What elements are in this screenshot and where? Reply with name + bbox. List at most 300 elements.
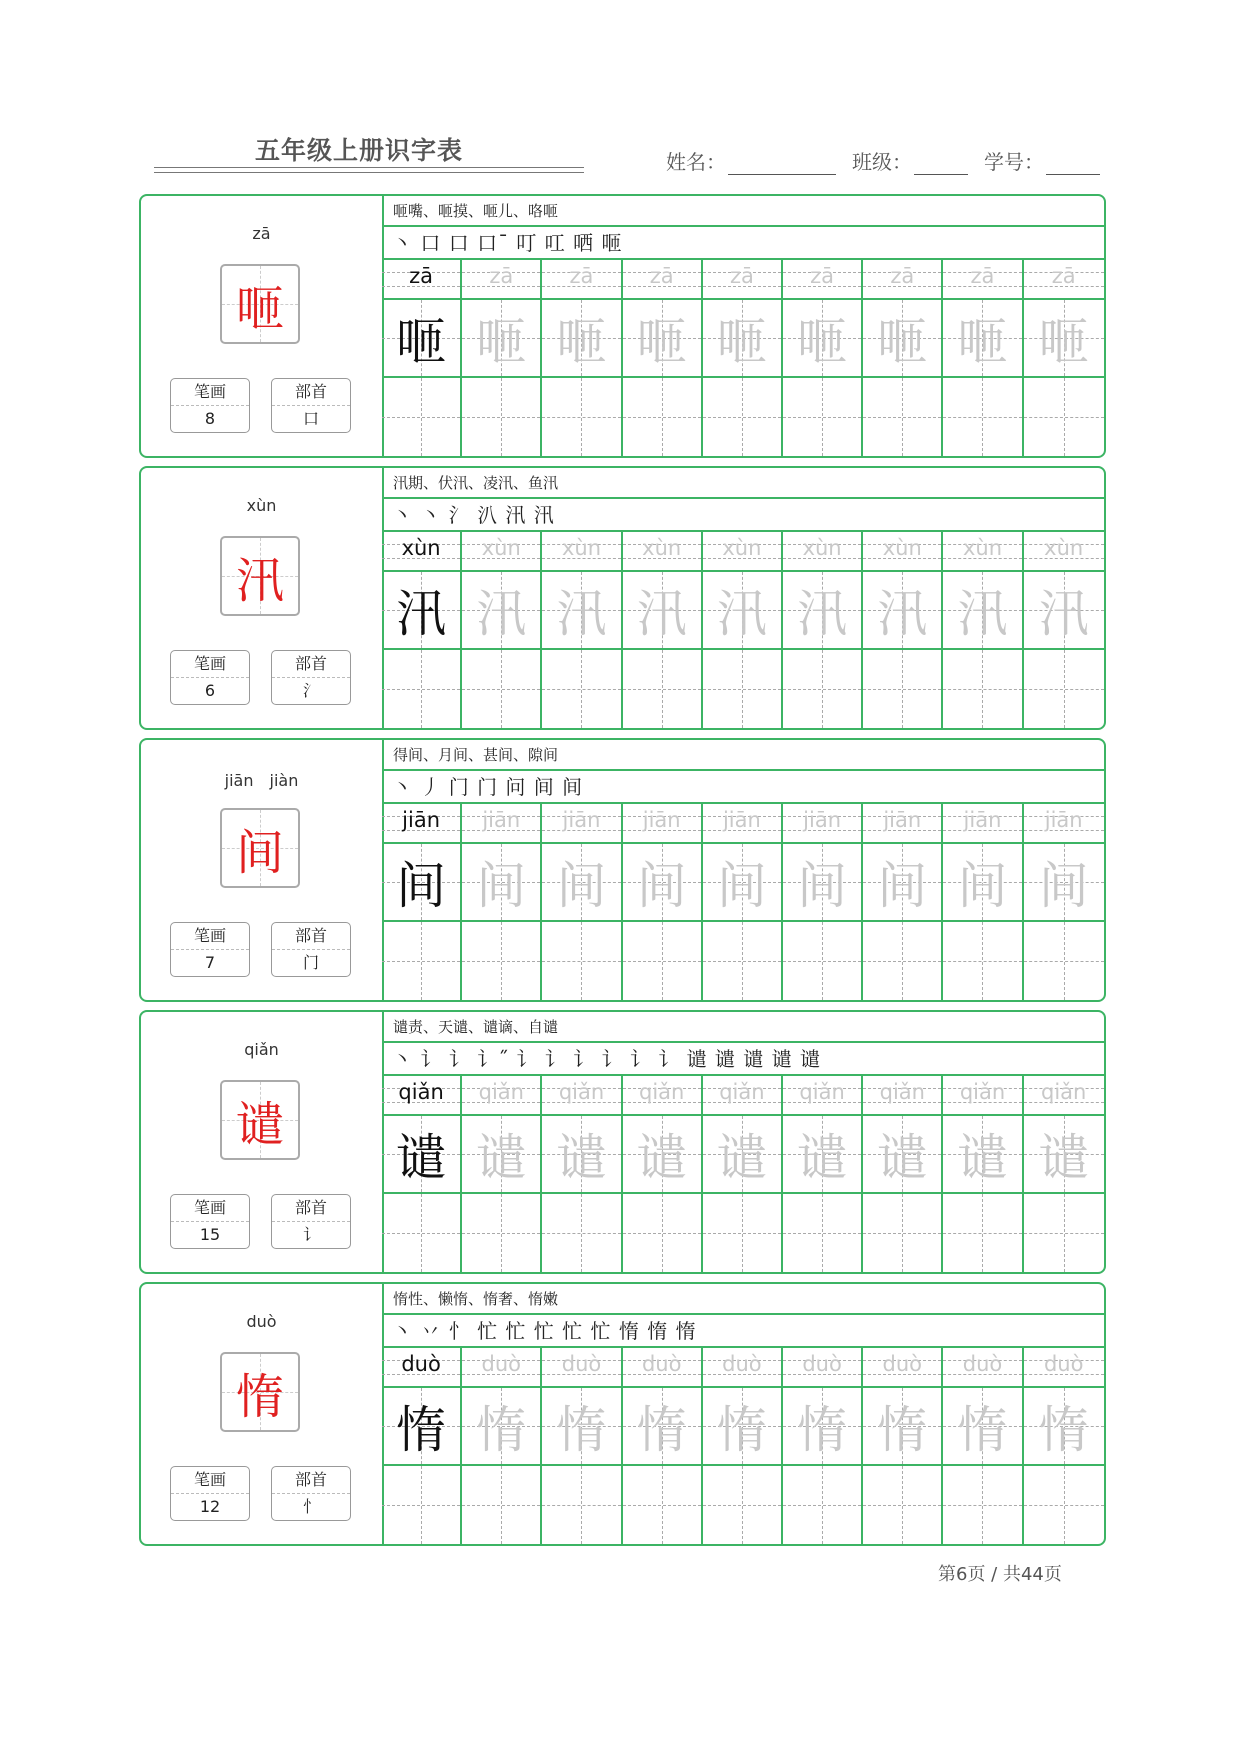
character-box — [220, 536, 300, 616]
pinyin-cell[interactable] — [1024, 1348, 1104, 1388]
stroke-count-label: 笔画 — [171, 379, 249, 406]
page-number: 第6页 / 共44页 — [938, 1564, 1062, 1585]
blank-writing-cell[interactable] — [863, 1466, 943, 1544]
stroke-count-label: 笔画 — [171, 1467, 249, 1494]
blank-writing-cell[interactable] — [703, 1194, 783, 1272]
stroke-order: 丶 讠 讠 讠˝ 讠 讠 讠 讠 讠 讠 谴 谴 谴 谴 谴 — [382, 1043, 1104, 1076]
pinyin-cell[interactable] — [703, 1076, 783, 1116]
radical-value: 氵 — [302, 681, 319, 700]
blank-writing-cell[interactable] — [943, 650, 1023, 728]
pinyin-text: qiǎn — [799, 1080, 845, 1104]
pinyin-cell[interactable] — [703, 1348, 783, 1388]
blank-writing-cell[interactable] — [863, 378, 943, 456]
tracing-cell[interactable] — [703, 844, 783, 922]
stroke-count-value: 15 — [199, 1225, 221, 1244]
tracing-character: 谴 — [797, 1129, 848, 1187]
pinyin-label: zā — [252, 224, 271, 243]
tracing-character: 谴 — [636, 1129, 687, 1187]
pinyin-text: jiān — [402, 808, 441, 832]
tracing-cell[interactable] — [382, 1388, 462, 1466]
pinyin-text: xùn — [642, 536, 682, 560]
pinyin-text: zā — [649, 264, 674, 288]
radical-value: 口 — [302, 409, 319, 428]
stroke-order: 丶 丶 氵 汃 汛 汛 — [382, 499, 1104, 532]
tracing-cell[interactable] — [703, 1388, 783, 1466]
pinyin-cell[interactable] — [863, 804, 943, 844]
pinyin-text: zā — [569, 264, 594, 288]
practice-panel — [382, 740, 1104, 1000]
pinyin-cell[interactable] — [943, 804, 1023, 844]
tracing-cell[interactable] — [783, 572, 863, 650]
character-box — [220, 264, 300, 344]
character-glyph: 间 — [235, 824, 284, 881]
radical-box — [271, 378, 351, 433]
practice-grid — [382, 804, 1104, 1000]
tracing-cell[interactable] — [382, 300, 462, 378]
blank-writing-cell[interactable] — [542, 378, 622, 456]
pinyin-label: duò — [246, 1312, 277, 1331]
tracing-character: 惰 — [636, 1401, 687, 1459]
radical-value: 忄 — [302, 1497, 319, 1516]
pinyin-text: xùn — [561, 536, 601, 560]
radical-label: 部首 — [272, 1467, 350, 1494]
blank-writing-cell[interactable] — [1024, 1466, 1104, 1544]
tracing-cell[interactable] — [542, 300, 622, 378]
pinyin-cell[interactable] — [703, 532, 783, 572]
blank-writing-cell[interactable] — [462, 1466, 542, 1544]
pinyin-text: xùn — [882, 536, 922, 560]
pinyin-text: qiǎn — [959, 1080, 1006, 1104]
tracing-character: 惰 — [476, 1401, 527, 1459]
tracing-character: 汛 — [476, 585, 527, 643]
pinyin-text: zā — [810, 264, 835, 288]
blank-writing-cell[interactable] — [863, 1194, 943, 1272]
stroke-count-box — [170, 378, 250, 433]
tracing-character: 谴 — [476, 1129, 527, 1187]
tracing-character: 间 — [877, 857, 928, 915]
pinyin-text: jiān — [1044, 808, 1083, 832]
pinyin-text: qiǎn — [639, 1080, 685, 1104]
title-underline-2 — [154, 172, 584, 173]
example-words: 谴责、天谴、谴谪、自谴 — [382, 1012, 1104, 1043]
pinyin-cell[interactable] — [1024, 260, 1104, 300]
pinyin-text: duò — [1043, 1352, 1084, 1376]
radical-label: 部首 — [272, 1195, 350, 1222]
pinyin-cell[interactable] — [1024, 1076, 1104, 1116]
pinyin-text: jiān — [803, 808, 842, 832]
blank-writing-cell[interactable] — [382, 650, 462, 728]
pinyin-text: duò — [802, 1352, 842, 1376]
tracing-cell[interactable] — [462, 300, 542, 378]
blank-writing-cell[interactable] — [623, 650, 703, 728]
blank-writing-cell[interactable] — [863, 650, 943, 728]
pinyin-cell[interactable] — [1024, 532, 1104, 572]
tracing-cell[interactable] — [863, 300, 943, 378]
blank-writing-cell[interactable] — [623, 378, 703, 456]
example-words: 得间、月间、甚间、隙间 — [382, 740, 1104, 771]
stroke-count-box — [170, 650, 250, 705]
pinyin-cell[interactable] — [462, 804, 542, 844]
pinyin-cell[interactable] — [462, 260, 542, 300]
pinyin-text: jiān — [642, 808, 681, 832]
example-words: 惰性、懒惰、惰奢、惰嫩 — [382, 1284, 1104, 1315]
tracing-character: 汛 — [716, 585, 767, 643]
blank-writing-cell[interactable] — [703, 1466, 783, 1544]
tracing-cell[interactable] — [943, 1388, 1023, 1466]
tracing-cell[interactable] — [783, 1116, 863, 1194]
tracing-cell[interactable] — [1024, 1388, 1104, 1466]
pinyin-cell[interactable] — [542, 1348, 622, 1388]
tracing-cell[interactable] — [462, 572, 542, 650]
radical-value: 门 — [302, 953, 319, 972]
stroke-count-value: 7 — [204, 953, 216, 972]
character-box — [220, 808, 300, 888]
tracing-character: 谴 — [556, 1129, 607, 1187]
pinyin-cell[interactable] — [703, 804, 783, 844]
character-glyph: 咂 — [235, 280, 284, 337]
pinyin-cell[interactable] — [703, 260, 783, 300]
pinyin-text: jiān — [883, 808, 922, 832]
pinyin-text: jiān — [482, 808, 521, 832]
pinyin-cell[interactable] — [382, 804, 462, 844]
blank-writing-cell[interactable] — [542, 650, 622, 728]
tracing-cell[interactable] — [462, 844, 542, 922]
tracing-cell[interactable] — [863, 1388, 943, 1466]
radical-value: 讠 — [302, 1225, 319, 1244]
class-field[interactable] — [852, 146, 968, 175]
character-box — [220, 1080, 300, 1160]
pinyin-cell[interactable] — [943, 1076, 1023, 1116]
stroke-order: 丶 口 口 口ˉ 叮 叿 哂 咂 — [382, 227, 1104, 260]
tracing-character: 咂 — [957, 313, 1008, 371]
character-card — [139, 1282, 1106, 1546]
character-info-panel — [141, 468, 384, 728]
tracing-character: 谴 — [957, 1129, 1008, 1187]
character-info-panel — [141, 1012, 384, 1272]
id-blank[interactable] — [1046, 154, 1100, 175]
tracing-cell[interactable] — [863, 1116, 943, 1194]
tracing-character: 间 — [957, 857, 1008, 915]
tracing-cell[interactable] — [943, 1116, 1023, 1194]
tracing-cell[interactable] — [623, 1388, 703, 1466]
blank-writing-cell[interactable] — [703, 650, 783, 728]
pinyin-cell[interactable] — [542, 804, 622, 844]
pinyin-cell[interactable] — [382, 1348, 462, 1388]
tracing-cell[interactable] — [703, 572, 783, 650]
tracing-cell[interactable] — [542, 572, 622, 650]
class-label: 班级： — [852, 150, 912, 174]
tracing-character: 间 — [476, 857, 527, 915]
blank-writing-cell[interactable] — [703, 378, 783, 456]
pinyin-cell[interactable] — [542, 1076, 622, 1116]
radical-label: 部首 — [272, 651, 350, 678]
blank-writing-cell[interactable] — [623, 922, 703, 1000]
character-glyph: 汛 — [235, 552, 284, 609]
stroke-count-label: 笔画 — [171, 923, 249, 950]
radical-box — [271, 650, 351, 705]
blank-writing-cell[interactable] — [863, 922, 943, 1000]
pinyin-text: jiān — [963, 808, 1002, 832]
tracing-character: 惰 — [556, 1401, 607, 1459]
blank-writing-cell[interactable] — [943, 1194, 1023, 1272]
pinyin-cell[interactable] — [863, 260, 943, 300]
blank-writing-cell[interactable] — [462, 650, 542, 728]
pinyin-text: xùn — [481, 536, 521, 560]
tracing-cell[interactable] — [783, 844, 863, 922]
pinyin-cell[interactable] — [382, 1076, 462, 1116]
tracing-cell[interactable] — [943, 844, 1023, 922]
character-info-panel — [141, 1284, 384, 1544]
tracing-character: 汛 — [877, 585, 928, 643]
pinyin-cell[interactable] — [462, 1076, 542, 1116]
tracing-cell[interactable] — [542, 1388, 622, 1466]
pinyin-cell[interactable] — [623, 804, 703, 844]
class-blank[interactable] — [914, 154, 968, 175]
stroke-count-value: 8 — [204, 409, 216, 428]
tracing-cell[interactable] — [703, 1116, 783, 1194]
pinyin-text: duò — [481, 1352, 522, 1376]
blank-writing-cell[interactable] — [703, 922, 783, 1000]
radical-box — [271, 922, 351, 977]
pinyin-text: zā — [890, 264, 915, 288]
tracing-cell[interactable] — [542, 844, 622, 922]
tracing-character: 咂 — [716, 313, 767, 371]
pinyin-cell[interactable] — [783, 804, 863, 844]
pinyin-text: qiǎn — [558, 1080, 605, 1104]
character-card — [139, 1010, 1106, 1274]
tracing-character: 惰 — [396, 1401, 447, 1459]
tracing-character: 谴 — [716, 1129, 767, 1187]
pinyin-text: zā — [729, 264, 754, 288]
blank-writing-cell[interactable] — [382, 1466, 462, 1544]
tracing-cell[interactable] — [1024, 844, 1104, 922]
stroke-count-value: 12 — [199, 1497, 221, 1516]
tracing-cell[interactable] — [943, 572, 1023, 650]
tracing-character: 间 — [636, 857, 687, 915]
radical-label: 部首 — [272, 379, 350, 406]
blank-writing-cell[interactable] — [542, 1466, 622, 1544]
tracing-cell[interactable] — [462, 1388, 542, 1466]
tracing-cell[interactable] — [382, 844, 462, 922]
pinyin-cell[interactable] — [623, 532, 703, 572]
pinyin-label: xùn — [246, 496, 277, 515]
student-info-fields — [666, 146, 1100, 175]
tracing-cell[interactable] — [623, 844, 703, 922]
tracing-cell[interactable] — [623, 1116, 703, 1194]
pinyin-text: qiǎn — [478, 1080, 524, 1104]
pinyin-cell[interactable] — [783, 1076, 863, 1116]
name-field[interactable] — [666, 146, 836, 175]
pinyin-text: qiǎn — [879, 1080, 925, 1104]
tracing-character: 咂 — [556, 313, 607, 371]
stroke-count-box — [170, 1194, 250, 1249]
blank-writing-cell[interactable] — [542, 922, 622, 1000]
blank-writing-cell[interactable] — [462, 1194, 542, 1272]
pinyin-text: duò — [962, 1352, 1003, 1376]
character-info-panel — [141, 740, 384, 1000]
blank-writing-cell[interactable] — [943, 378, 1023, 456]
tracing-character: 间 — [556, 857, 607, 915]
practice-panel — [382, 1284, 1104, 1544]
practice-grid — [382, 260, 1104, 456]
practice-grid — [382, 1348, 1104, 1544]
id-field[interactable] — [984, 146, 1100, 175]
pinyin-cell[interactable] — [1024, 804, 1104, 844]
pinyin-cell[interactable] — [863, 1348, 943, 1388]
tracing-character: 谴 — [1038, 1129, 1089, 1187]
blank-writing-cell[interactable] — [382, 1194, 462, 1272]
name-blank[interactable] — [728, 154, 836, 175]
blank-writing-cell[interactable] — [783, 650, 863, 728]
tracing-character: 间 — [797, 857, 848, 915]
character-box — [220, 1352, 300, 1432]
blank-writing-cell[interactable] — [382, 922, 462, 1000]
pinyin-text: qiǎn — [1041, 1080, 1087, 1104]
blank-writing-cell[interactable] — [943, 922, 1023, 1000]
stroke-count-box — [170, 922, 250, 977]
pinyin-cell[interactable] — [783, 532, 863, 572]
radical-box — [271, 1466, 351, 1521]
character-glyph: 惰 — [235, 1368, 284, 1425]
tracing-character: 惰 — [1038, 1401, 1089, 1459]
blank-writing-cell[interactable] — [1024, 1194, 1104, 1272]
pinyin-text: duò — [882, 1352, 923, 1376]
tracing-character: 汛 — [396, 585, 447, 643]
tracing-character: 惰 — [797, 1401, 848, 1459]
pinyin-cell[interactable] — [943, 1348, 1023, 1388]
tracing-character: 汛 — [556, 585, 607, 643]
character-card — [139, 738, 1106, 1002]
pinyin-text: qiǎn — [398, 1080, 444, 1104]
tracing-cell[interactable] — [542, 1116, 622, 1194]
tracing-cell[interactable] — [623, 300, 703, 378]
pinyin-text: xùn — [722, 536, 762, 560]
tracing-cell[interactable] — [623, 572, 703, 650]
blank-writing-cell[interactable] — [783, 378, 863, 456]
pinyin-cell[interactable] — [623, 1076, 703, 1116]
character-card — [139, 194, 1106, 458]
tracing-cell[interactable] — [1024, 572, 1104, 650]
title-underline — [154, 167, 584, 168]
blank-writing-cell[interactable] — [542, 1194, 622, 1272]
tracing-cell[interactable] — [462, 1116, 542, 1194]
radical-box — [271, 1194, 351, 1249]
pinyin-text: duò — [641, 1352, 682, 1376]
blank-writing-cell[interactable] — [1024, 922, 1104, 1000]
stroke-count-value: 6 — [204, 681, 216, 700]
blank-writing-cell[interactable] — [623, 1194, 703, 1272]
pinyin-cell[interactable] — [783, 1348, 863, 1388]
tracing-cell[interactable] — [1024, 300, 1104, 378]
blank-writing-cell[interactable] — [1024, 378, 1104, 456]
pinyin-cell[interactable] — [863, 1076, 943, 1116]
pinyin-text: jiān — [562, 808, 601, 832]
stroke-order: 丶 丷 忄 忙 忙 忙 忙 忙 惰 惰 惰 — [382, 1315, 1104, 1348]
tracing-character: 间 — [716, 857, 767, 915]
id-label: 学号： — [984, 150, 1044, 174]
pinyin-cell[interactable] — [863, 532, 943, 572]
stroke-order: 丶 丿 门 门 问 间 间 — [382, 771, 1104, 804]
tracing-cell[interactable] — [1024, 1116, 1104, 1194]
tracing-character: 咂 — [476, 313, 527, 371]
pinyin-cell[interactable] — [462, 532, 542, 572]
example-words: 咂嘴、咂摸、咂儿、咯咂 — [382, 196, 1104, 227]
pinyin-text: jiān — [722, 808, 761, 832]
tracing-character: 间 — [1038, 857, 1089, 915]
tracing-cell[interactable] — [943, 300, 1023, 378]
blank-writing-cell[interactable] — [783, 1194, 863, 1272]
tracing-character: 汛 — [957, 585, 1008, 643]
tracing-cell[interactable] — [783, 1388, 863, 1466]
tracing-character: 谴 — [877, 1129, 928, 1187]
worksheet-title: 五年级上册识字表 — [255, 136, 464, 165]
blank-writing-cell[interactable] — [462, 378, 542, 456]
character-info-panel — [141, 196, 384, 456]
character-card — [139, 466, 1106, 730]
tracing-cell[interactable] — [382, 572, 462, 650]
tracing-cell[interactable] — [783, 300, 863, 378]
tracing-character: 咂 — [636, 313, 687, 371]
pinyin-cell[interactable] — [783, 260, 863, 300]
radical-label: 部首 — [272, 923, 350, 950]
blank-writing-cell[interactable] — [783, 1466, 863, 1544]
pinyin-text: xùn — [1044, 536, 1084, 560]
stroke-count-label: 笔画 — [171, 1195, 249, 1222]
tracing-character: 汛 — [636, 585, 687, 643]
tracing-cell[interactable] — [382, 1116, 462, 1194]
pinyin-text: zā — [1051, 264, 1076, 288]
pinyin-cell[interactable] — [382, 260, 462, 300]
pinyin-text: xùn — [962, 536, 1002, 560]
pinyin-text: xùn — [802, 536, 842, 560]
tracing-character: 咂 — [1038, 313, 1089, 371]
example-words: 汛期、伏汛、凌汛、鱼汛 — [382, 468, 1104, 499]
pinyin-cell[interactable] — [623, 1348, 703, 1388]
blank-writing-cell[interactable] — [462, 922, 542, 1000]
pinyin-cell[interactable] — [542, 532, 622, 572]
tracing-character: 惰 — [877, 1401, 928, 1459]
practice-grid — [382, 1076, 1104, 1272]
pinyin-cell[interactable] — [542, 260, 622, 300]
tracing-character: 谴 — [396, 1129, 447, 1187]
pinyin-cell[interactable] — [943, 260, 1023, 300]
tracing-cell[interactable] — [863, 844, 943, 922]
tracing-character: 咂 — [877, 313, 928, 371]
practice-panel — [382, 468, 1104, 728]
blank-writing-cell[interactable] — [623, 1466, 703, 1544]
pinyin-text: xùn — [401, 536, 441, 560]
blank-writing-cell[interactable] — [783, 922, 863, 1000]
blank-writing-cell[interactable] — [943, 1466, 1023, 1544]
pinyin-cell[interactable] — [943, 532, 1023, 572]
tracing-character: 咂 — [797, 313, 848, 371]
tracing-cell[interactable] — [863, 572, 943, 650]
pinyin-text: duò — [561, 1352, 602, 1376]
tracing-character: 惰 — [957, 1401, 1008, 1459]
pinyin-text: zā — [970, 264, 995, 288]
pinyin-cell[interactable] — [382, 532, 462, 572]
tracing-character: 间 — [396, 857, 447, 915]
tracing-character: 惰 — [716, 1401, 767, 1459]
tracing-cell[interactable] — [703, 300, 783, 378]
pinyin-cell[interactable] — [623, 260, 703, 300]
blank-writing-cell[interactable] — [382, 378, 462, 456]
pinyin-label: qiǎn — [244, 1040, 279, 1059]
practice-grid — [382, 532, 1104, 728]
pinyin-text: duò — [722, 1352, 762, 1376]
pinyin-cell[interactable] — [462, 1348, 542, 1388]
blank-writing-cell[interactable] — [1024, 650, 1104, 728]
